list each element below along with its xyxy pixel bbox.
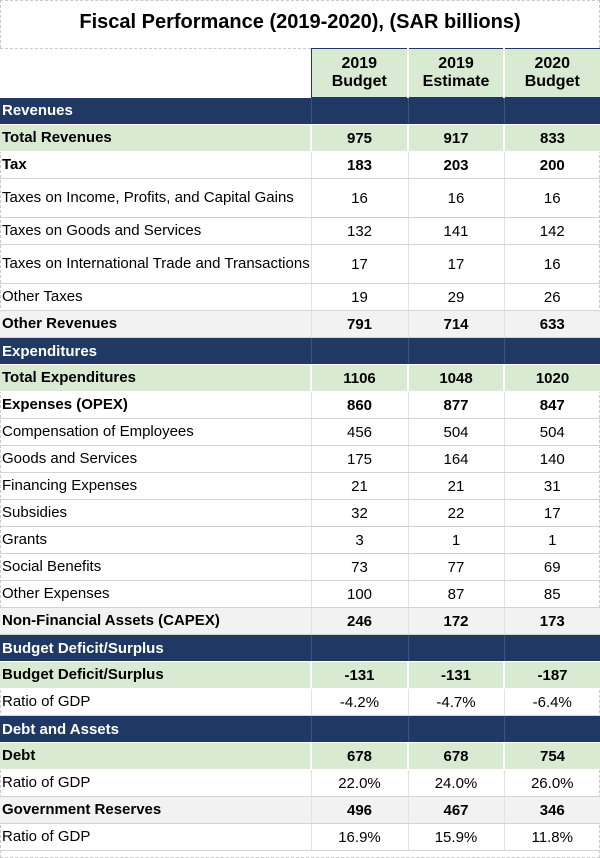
value-cell — [311, 716, 408, 743]
table-row — [0, 689, 600, 716]
table-row — [0, 125, 600, 152]
section-header-row — [0, 635, 600, 662]
value-cell: 504 — [504, 419, 600, 446]
value-cell: 633 — [504, 311, 600, 338]
value-cell: 346 — [504, 797, 600, 824]
table-row — [0, 245, 600, 284]
value-cell: 917 — [408, 125, 504, 152]
row-label: Goods and Services — [0, 446, 311, 473]
value-cell: 32 — [311, 500, 408, 527]
row-label: Expenses (OPEX) — [0, 392, 311, 419]
section-label: Revenues — [0, 98, 311, 125]
table-row — [0, 392, 600, 419]
value-cell: 87 — [408, 581, 504, 608]
row-label: Ratio of GDP — [0, 770, 311, 797]
value-cell: 164 — [408, 446, 504, 473]
header-blank-cell — [0, 49, 311, 98]
value-cell: 456 — [311, 419, 408, 446]
value-cell: 100 — [311, 581, 408, 608]
value-cell: 24.0% — [408, 770, 504, 797]
value-cell: 31 — [504, 473, 600, 500]
value-cell — [504, 338, 600, 365]
value-cell: 678 — [311, 743, 408, 770]
value-cell: 200 — [504, 152, 600, 179]
table-row — [0, 446, 600, 473]
value-cell: 467 — [408, 797, 504, 824]
value-cell: 3 — [311, 527, 408, 554]
row-label: Subsidies — [0, 500, 311, 527]
table-row — [0, 419, 600, 446]
value-cell: -4.2% — [311, 689, 408, 716]
row-label: Compensation of Employees — [0, 419, 311, 446]
table-row — [0, 365, 600, 392]
value-cell — [504, 716, 600, 743]
value-cell: -187 — [504, 662, 600, 689]
value-cell: 16 — [504, 245, 600, 284]
value-cell: 860 — [311, 392, 408, 419]
value-cell — [408, 98, 504, 125]
value-cell: 19 — [311, 284, 408, 311]
value-cell: -131 — [408, 662, 504, 689]
value-cell: 21 — [311, 473, 408, 500]
table-row — [0, 743, 600, 770]
table-row — [0, 608, 600, 635]
table-row — [0, 500, 600, 527]
row-label: Taxes on Goods and Services — [0, 218, 311, 245]
value-cell: 26.0% — [504, 770, 600, 797]
value-cell: 140 — [504, 446, 600, 473]
value-cell — [311, 338, 408, 365]
value-cell — [311, 635, 408, 662]
value-cell: 678 — [408, 743, 504, 770]
section-header-row — [0, 716, 600, 743]
row-label: Taxes on Income, Profits, and Capital Gains — [0, 179, 311, 218]
value-cell: 22.0% — [311, 770, 408, 797]
row-label: Ratio of GDP — [0, 689, 311, 716]
value-cell: 16 — [504, 179, 600, 218]
table-row — [0, 218, 600, 245]
row-label: Social Benefits — [0, 554, 311, 581]
table-row — [0, 527, 600, 554]
value-cell: 714 — [408, 311, 504, 338]
row-label: Total Revenues — [0, 125, 311, 152]
value-cell: 142 — [504, 218, 600, 245]
value-cell: 975 — [311, 125, 408, 152]
value-cell: 877 — [408, 392, 504, 419]
value-cell: 16.9% — [311, 824, 408, 851]
value-cell: 22 — [408, 500, 504, 527]
value-cell: 16 — [311, 179, 408, 218]
value-cell: 73 — [311, 554, 408, 581]
table-row — [0, 152, 600, 179]
value-cell — [504, 635, 600, 662]
section-label: Debt and Assets — [0, 716, 311, 743]
value-cell: 847 — [504, 392, 600, 419]
table-row — [0, 581, 600, 608]
value-cell: 833 — [504, 125, 600, 152]
column-header-year: 2019 — [438, 55, 474, 72]
column-header-year: 2019 — [341, 55, 378, 72]
fiscal-performance-table — [0, 48, 600, 851]
value-cell: 17 — [311, 245, 408, 284]
table-row — [0, 824, 600, 851]
row-label: Total Expenditures — [0, 365, 311, 392]
value-cell: 175 — [311, 446, 408, 473]
value-cell — [504, 98, 600, 125]
value-cell: 1106 — [311, 365, 408, 392]
value-cell: -6.4% — [504, 689, 600, 716]
row-label: Taxes on International Trade and Transactions — [0, 245, 311, 284]
header-row — [0, 49, 600, 98]
value-cell: 754 — [504, 743, 600, 770]
section-header-row — [0, 338, 600, 365]
row-label: Other Revenues — [0, 311, 311, 338]
value-cell — [408, 716, 504, 743]
table-row — [0, 554, 600, 581]
value-cell: 141 — [408, 218, 504, 245]
value-cell: 16 — [408, 179, 504, 218]
value-cell: 77 — [408, 554, 504, 581]
row-label: Budget Deficit/Surplus — [0, 662, 311, 689]
value-cell — [311, 98, 408, 125]
value-cell: 69 — [504, 554, 600, 581]
table-body — [0, 98, 600, 851]
row-label: Debt — [0, 743, 311, 770]
table-row — [0, 311, 600, 338]
column-header-year: 2020 — [534, 55, 571, 72]
value-cell: 17 — [504, 500, 600, 527]
table-title: Fiscal Performance (2019-2020), (SAR billions) — [79, 11, 521, 33]
value-cell: 17 — [408, 245, 504, 284]
value-cell: 173 — [504, 608, 600, 635]
table-row — [0, 179, 600, 218]
row-label: Other Expenses — [0, 581, 311, 608]
column-header-type: Budget — [524, 73, 580, 90]
row-label: Non-Financial Assets (CAPEX) — [0, 608, 311, 635]
value-cell: -131 — [311, 662, 408, 689]
column-header — [504, 49, 600, 98]
value-cell — [408, 635, 504, 662]
value-cell: 504 — [408, 419, 504, 446]
value-cell: 85 — [504, 581, 600, 608]
table-row — [0, 797, 600, 824]
section-header-row — [0, 98, 600, 125]
value-cell: 15.9% — [408, 824, 504, 851]
value-cell: 132 — [311, 218, 408, 245]
value-cell: 29 — [408, 284, 504, 311]
value-cell: 11.8% — [504, 824, 600, 851]
section-label: Expenditures — [0, 338, 311, 365]
column-header — [311, 49, 408, 98]
value-cell: -4.7% — [408, 689, 504, 716]
row-label: Other Taxes — [0, 284, 311, 311]
section-label: Budget Deficit/Surplus — [0, 635, 311, 662]
table-row — [0, 473, 600, 500]
row-label: Financing Expenses — [0, 473, 311, 500]
value-cell: 1 — [408, 527, 504, 554]
table-row — [0, 770, 600, 797]
table-row — [0, 662, 600, 689]
value-cell: 1048 — [408, 365, 504, 392]
column-header — [408, 49, 504, 98]
row-label: Government Reserves — [0, 797, 311, 824]
value-cell: 203 — [408, 152, 504, 179]
row-label: Ratio of GDP — [0, 824, 311, 851]
value-cell: 246 — [311, 608, 408, 635]
row-label: Tax — [0, 152, 311, 179]
value-cell: 21 — [408, 473, 504, 500]
value-cell: 791 — [311, 311, 408, 338]
value-cell: 1020 — [504, 365, 600, 392]
table-row — [0, 284, 600, 311]
value-cell: 183 — [311, 152, 408, 179]
column-header-type: Estimate — [422, 73, 490, 90]
row-label: Grants — [0, 527, 311, 554]
value-cell — [408, 338, 504, 365]
value-cell: 496 — [311, 797, 408, 824]
value-cell: 172 — [408, 608, 504, 635]
value-cell: 1 — [504, 527, 600, 554]
value-cell: 26 — [504, 284, 600, 311]
column-header-type: Budget — [331, 73, 387, 90]
